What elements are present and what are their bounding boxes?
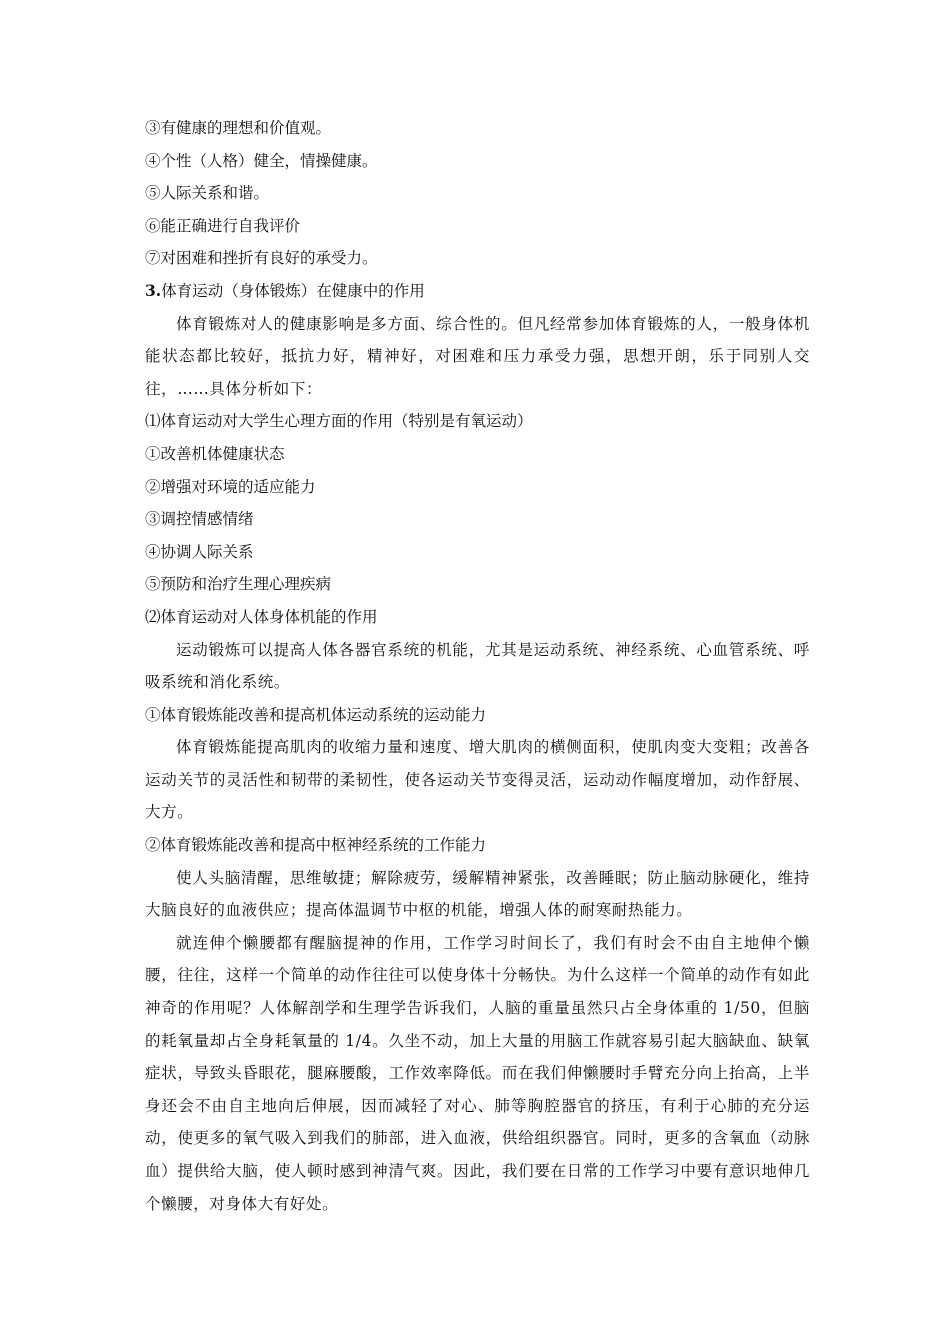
list-item: ①改善机体健康状态 [145,444,285,463]
list-item: ②增强对环境的适应能力 [145,477,316,496]
list-item: ③调控情感情绪 [145,510,254,529]
paragraph: 体育锻炼能提高肌肉的收缩力量和速度、增大肌肉的横侧面积，使肌肉变大变粗；改善各运动关节的灵活性和韧带的柔韧性，使各运动关节变得灵活，运动动作幅度增加，动作舒展、大方。 [145,738,810,822]
paragraph: 就连伸个懒腰都有醒脑提神的作用，工作学习时间长了，我们有时会不由自主地伸个懒腰，往往，这样一个简单的动作往往可以使身体十分畅快。为什么这样一个简单的动作有如此神奇的作用呢？人体解剖学和生理学告诉我们，人脑的重量虽然只占全身体重的 1/50，但脑的耗氧量却占全身耗氧量的 1/4。久坐不动，加上大量的用脑工作就容易引起大脑缺血、缺氧症状，导致头昏眼花，腿麻腰酸，工作效率降低。而在我们伸懒腰时手臂充分向上抬高，上半身还会不由自主地向后伸展，因而减轻了对心、肺等胸腔器官的挤压，有利于心肺的充分运动，使更多的氧气吸入到我们的肺部，进入血液，供给组织器官。同时，更多的含氧血（动脉血）提供给大脑，使人顿时感到神清气爽。因此，我们要在日常的工作学习中要有意识地伸几个懒腰，对身体大有好处。 [145,933,810,1213]
list-item: ④个性（人格）健全，情操健康。 [145,151,378,170]
item-title: ①体育锻炼能改善和提高机体运动系统的运动能力 [145,705,487,724]
paragraph: 使人头脑清醒，思维敏捷；解除疲劳，缓解精神紧张，改善睡眠；防止脑动脉硬化，维持大脑良好的血液供应；提高体温调节中枢的机能，增强人体的耐寒耐热能力。 [145,868,810,920]
section-heading [145,275,810,308]
section-title: 体育运动（身体锻炼）在健康中的作用 [161,281,425,300]
intro-paragraph: 体育锻炼对人的健康影响是多方面、综合性的。但凡经常参加体育锻炼的人，一般身体机能状态都比较好，抵抗力好，精神好，对困难和压力承受力强，思想开朗，乐于同别人交往，……具体分析如下： [145,314,810,398]
document-page [145,112,810,1220]
list-item: ⑥能正确进行自我评价 [145,216,301,235]
paragraph: 运动锻炼可以提高人体各器官系统的机能，尤其是运动系统、神经系统、心血管系统、呼吸系统和消化系统。 [145,640,810,692]
list-item: ⑤预防和治疗生理心理疾病 [145,575,332,594]
list-item: ⑦对困难和挫折有良好的承受力。 [145,249,378,268]
item-title: ②体育锻炼能改善和提高中枢神经系统的工作能力 [145,836,487,855]
list-item: ④协调人际关系 [145,542,254,561]
list-item: ⑤人际关系和谐。 [145,184,270,203]
subsection-title: ⑴体育运动对大学生心理方面的作用（特别是有氧运动） [145,412,533,431]
section-number: 3. [145,280,162,300]
list-item: ③有健康的理想和价值观。 [145,119,332,137]
subsection-title: ⑵体育运动对人体身体机能的作用 [145,607,378,626]
